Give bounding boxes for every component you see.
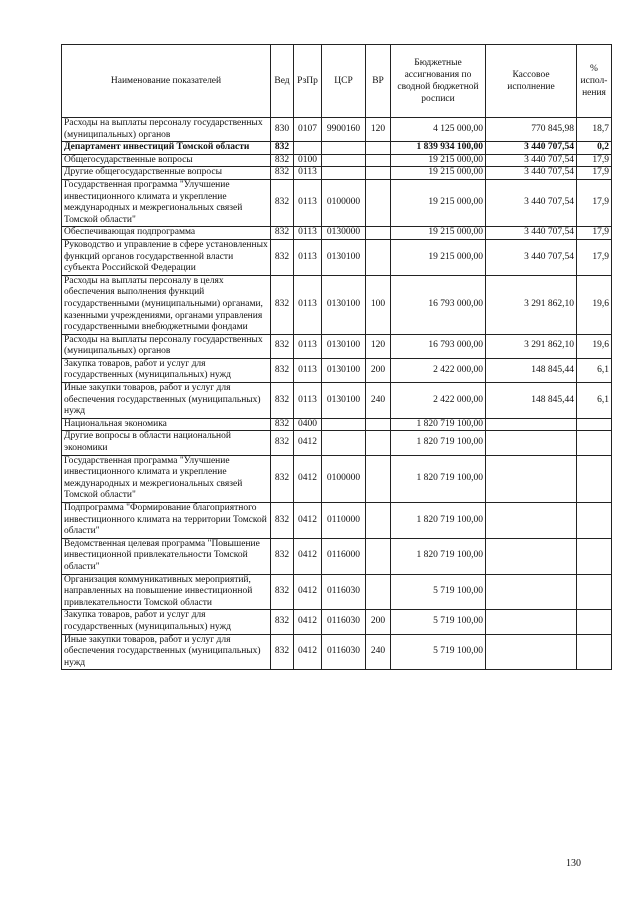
cell-pct: 6,1	[577, 358, 612, 382]
cell-ved: 832	[271, 455, 294, 502]
cell-ved: 832	[271, 334, 294, 358]
table-row	[62, 154, 612, 167]
cell-rzpr: 0113	[294, 275, 322, 334]
cell-csr: 0130100	[322, 358, 366, 382]
cell-vr	[366, 167, 391, 180]
table-row	[62, 431, 612, 455]
cell-vr	[366, 503, 391, 539]
cell-csr: 9900160	[322, 118, 366, 142]
cell-name: Государственная программа "Улучшение инвестиционного климата и укрепление международных и межрегиональных связей Томской области"	[62, 179, 271, 226]
cell-assign: 19 215 000,00	[391, 227, 486, 240]
cell-vr	[366, 538, 391, 574]
cell-cash	[486, 455, 577, 502]
cell-assign: 5 719 100,00	[391, 610, 486, 634]
cell-vr: 200	[366, 610, 391, 634]
cell-name: Подпрограмма "Формирование благоприятного инвестиционного климата на территории Томской области"	[62, 503, 271, 539]
cell-ved: 832	[271, 418, 294, 431]
cell-pct: 19,6	[577, 275, 612, 334]
cell-name: Обеспечивающая подпрограмма	[62, 227, 271, 240]
cell-csr: 0116030	[322, 610, 366, 634]
cell-csr	[322, 142, 366, 155]
cell-ved: 832	[271, 179, 294, 226]
table-row	[62, 167, 612, 180]
cell-ved: 832	[271, 431, 294, 455]
cell-name: Иные закупки товаров, работ и услуг для обеспечения государственных (муниципальных) нужд	[62, 634, 271, 670]
cell-ved: 832	[271, 227, 294, 240]
cell-assign: 19 215 000,00	[391, 179, 486, 226]
cell-pct	[577, 610, 612, 634]
cell-rzpr: 0412	[294, 503, 322, 539]
cell-name: Закупка товаров, работ и услуг для государственных (муниципальных) нужд	[62, 610, 271, 634]
cell-rzpr: 0412	[294, 610, 322, 634]
cell-pct: 18,7	[577, 118, 612, 142]
budget-table	[61, 44, 612, 670]
cell-vr	[366, 239, 391, 275]
cell-cash: 3 291 862,10	[486, 275, 577, 334]
cell-rzpr: 0400	[294, 418, 322, 431]
cell-cash: 3 440 707,54	[486, 179, 577, 226]
cell-cash	[486, 418, 577, 431]
table-row	[62, 179, 612, 226]
cell-csr: 0116000	[322, 538, 366, 574]
cell-pct	[577, 431, 612, 455]
cell-name: Национальная экономика	[62, 418, 271, 431]
table-row	[62, 118, 612, 142]
cell-cash: 3 440 707,54	[486, 142, 577, 155]
cell-vr	[366, 179, 391, 226]
cell-cash: 770 845,98	[486, 118, 577, 142]
cell-vr: 120	[366, 118, 391, 142]
cell-cash: 3 440 707,54	[486, 154, 577, 167]
cell-cash	[486, 538, 577, 574]
cell-vr	[366, 455, 391, 502]
cell-csr: 0116030	[322, 574, 366, 610]
cell-rzpr: 0412	[294, 431, 322, 455]
cell-cash: 3 440 707,54	[486, 239, 577, 275]
header-rzpr: РзПр	[294, 45, 322, 118]
cell-ved: 832	[271, 358, 294, 382]
cell-name: Расходы на выплаты персоналу в целях обеспечения выполнения функций государственными (муниципальными) органами, казенными учреждениями, органами управления государственными внебюджетными фондами	[62, 275, 271, 334]
cell-rzpr: 0113	[294, 179, 322, 226]
cell-cash	[486, 574, 577, 610]
table-row	[62, 455, 612, 502]
cell-rzpr: 0113	[294, 358, 322, 382]
cell-pct: 17,9	[577, 227, 612, 240]
table-header-row	[62, 45, 612, 118]
cell-vr	[366, 431, 391, 455]
cell-rzpr: 0113	[294, 167, 322, 180]
cell-ved: 832	[271, 275, 294, 334]
table-row	[62, 503, 612, 539]
cell-ved: 832	[271, 574, 294, 610]
cell-assign: 5 719 100,00	[391, 634, 486, 670]
cell-pct: 6,1	[577, 383, 612, 419]
cell-rzpr: 0100	[294, 154, 322, 167]
cell-name: Расходы на выплаты персоналу государственных (муниципальных) органов	[62, 334, 271, 358]
cell-assign: 19 215 000,00	[391, 167, 486, 180]
cell-rzpr: 0113	[294, 383, 322, 419]
header-assign: Бюджетные ассигнования по сводной бюджетной росписи	[391, 45, 486, 118]
cell-pct	[577, 418, 612, 431]
cell-assign: 16 793 000,00	[391, 275, 486, 334]
cell-name: Руководство и управление в сфере установленных функций органов государственной власти субъекта Российской Федерации	[62, 239, 271, 275]
cell-cash	[486, 431, 577, 455]
cell-name: Другие общегосударственные вопросы	[62, 167, 271, 180]
cell-rzpr: 0412	[294, 538, 322, 574]
cell-csr	[322, 431, 366, 455]
cell-cash	[486, 634, 577, 670]
header-ved: Вед	[271, 45, 294, 118]
page-number: 130	[566, 858, 581, 869]
cell-assign: 2 422 000,00	[391, 358, 486, 382]
cell-pct: 0,2	[577, 142, 612, 155]
cell-ved: 832	[271, 538, 294, 574]
cell-cash	[486, 610, 577, 634]
table-row	[62, 538, 612, 574]
cell-csr: 0130100	[322, 239, 366, 275]
cell-cash: 3 291 862,10	[486, 334, 577, 358]
cell-name: Другие вопросы в области национальной экономики	[62, 431, 271, 455]
cell-cash: 148 845,44	[486, 383, 577, 419]
cell-rzpr: 0412	[294, 634, 322, 670]
cell-ved: 832	[271, 239, 294, 275]
cell-name: Расходы на выплаты персоналу государственных (муниципальных) органов	[62, 118, 271, 142]
cell-pct	[577, 503, 612, 539]
cell-rzpr: 0113	[294, 334, 322, 358]
cell-assign: 1 820 719 100,00	[391, 431, 486, 455]
header-cash: Кассовое исполнение	[486, 45, 577, 118]
cell-vr: 200	[366, 358, 391, 382]
table-row	[62, 358, 612, 382]
table-row	[62, 227, 612, 240]
cell-rzpr: 0412	[294, 455, 322, 502]
cell-assign: 1 839 934 100,00	[391, 142, 486, 155]
cell-assign: 19 215 000,00	[391, 239, 486, 275]
table-row	[62, 383, 612, 419]
cell-cash: 148 845,44	[486, 358, 577, 382]
cell-vr	[366, 418, 391, 431]
cell-assign: 4 125 000,00	[391, 118, 486, 142]
cell-csr: 0130100	[322, 275, 366, 334]
table-row	[62, 239, 612, 275]
cell-pct	[577, 538, 612, 574]
table-row	[62, 334, 612, 358]
cell-ved: 832	[271, 610, 294, 634]
cell-pct	[577, 455, 612, 502]
cell-rzpr: 0107	[294, 118, 322, 142]
cell-ved: 832	[271, 383, 294, 419]
table-row	[62, 275, 612, 334]
cell-name: Государственная программа "Улучшение инвестиционного климата и укрепление международных и межрегиональных связей Томской области"	[62, 455, 271, 502]
cell-cash	[486, 503, 577, 539]
cell-ved: 830	[271, 118, 294, 142]
cell-rzpr	[294, 142, 322, 155]
header-name: Наименование показателей	[62, 45, 271, 118]
cell-rzpr: 0113	[294, 227, 322, 240]
table-row	[62, 610, 612, 634]
cell-pct: 19,6	[577, 334, 612, 358]
cell-csr: 0130100	[322, 383, 366, 419]
cell-csr: 0116030	[322, 634, 366, 670]
table-row	[62, 634, 612, 670]
cell-vr: 120	[366, 334, 391, 358]
cell-csr: 0100000	[322, 179, 366, 226]
cell-csr	[322, 418, 366, 431]
header-pct: % испол-нения	[577, 45, 612, 118]
cell-cash: 3 440 707,54	[486, 167, 577, 180]
cell-pct	[577, 574, 612, 610]
cell-name: Закупка товаров, работ и услуг для государственных (муниципальных) нужд	[62, 358, 271, 382]
cell-assign: 5 719 100,00	[391, 574, 486, 610]
cell-ved: 832	[271, 167, 294, 180]
cell-vr	[366, 574, 391, 610]
table-row	[62, 418, 612, 431]
cell-csr	[322, 154, 366, 167]
cell-vr: 100	[366, 275, 391, 334]
cell-name: Организация коммуникативных мероприятий, направленных на повышение инвестиционной привлекательности Томской области	[62, 574, 271, 610]
cell-pct: 17,9	[577, 154, 612, 167]
header-vr: ВР	[366, 45, 391, 118]
cell-rzpr: 0113	[294, 239, 322, 275]
cell-pct: 17,9	[577, 167, 612, 180]
cell-assign: 16 793 000,00	[391, 334, 486, 358]
cell-vr	[366, 227, 391, 240]
cell-ved: 832	[271, 503, 294, 539]
cell-assign: 1 820 719 100,00	[391, 503, 486, 539]
cell-name: Департамент инвестиций Томской области	[62, 142, 271, 155]
cell-ved: 832	[271, 154, 294, 167]
cell-csr: 0110000	[322, 503, 366, 539]
cell-assign: 1 820 719 100,00	[391, 418, 486, 431]
cell-csr: 0100000	[322, 455, 366, 502]
table-body	[62, 118, 612, 670]
cell-rzpr: 0412	[294, 574, 322, 610]
cell-pct: 17,9	[577, 239, 612, 275]
cell-cash: 3 440 707,54	[486, 227, 577, 240]
cell-csr: 0130100	[322, 334, 366, 358]
cell-ved: 832	[271, 142, 294, 155]
header-csr: ЦСР	[322, 45, 366, 118]
cell-ved: 832	[271, 634, 294, 670]
table-row	[62, 574, 612, 610]
cell-assign: 2 422 000,00	[391, 383, 486, 419]
cell-name: Иные закупки товаров, работ и услуг для обеспечения государственных (муниципальных) нужд	[62, 383, 271, 419]
table-row	[62, 142, 612, 155]
cell-csr	[322, 167, 366, 180]
cell-pct	[577, 634, 612, 670]
cell-assign: 1 820 719 100,00	[391, 455, 486, 502]
cell-name: Общегосударственные вопросы	[62, 154, 271, 167]
cell-vr: 240	[366, 383, 391, 419]
cell-vr: 240	[366, 634, 391, 670]
cell-assign: 1 820 719 100,00	[391, 538, 486, 574]
cell-vr	[366, 154, 391, 167]
cell-vr	[366, 142, 391, 155]
cell-csr: 0130000	[322, 227, 366, 240]
cell-pct: 17,9	[577, 179, 612, 226]
cell-assign: 19 215 000,00	[391, 154, 486, 167]
cell-name: Ведомственная целевая программа "Повышение инвестиционной привлекательности Томской области"	[62, 538, 271, 574]
